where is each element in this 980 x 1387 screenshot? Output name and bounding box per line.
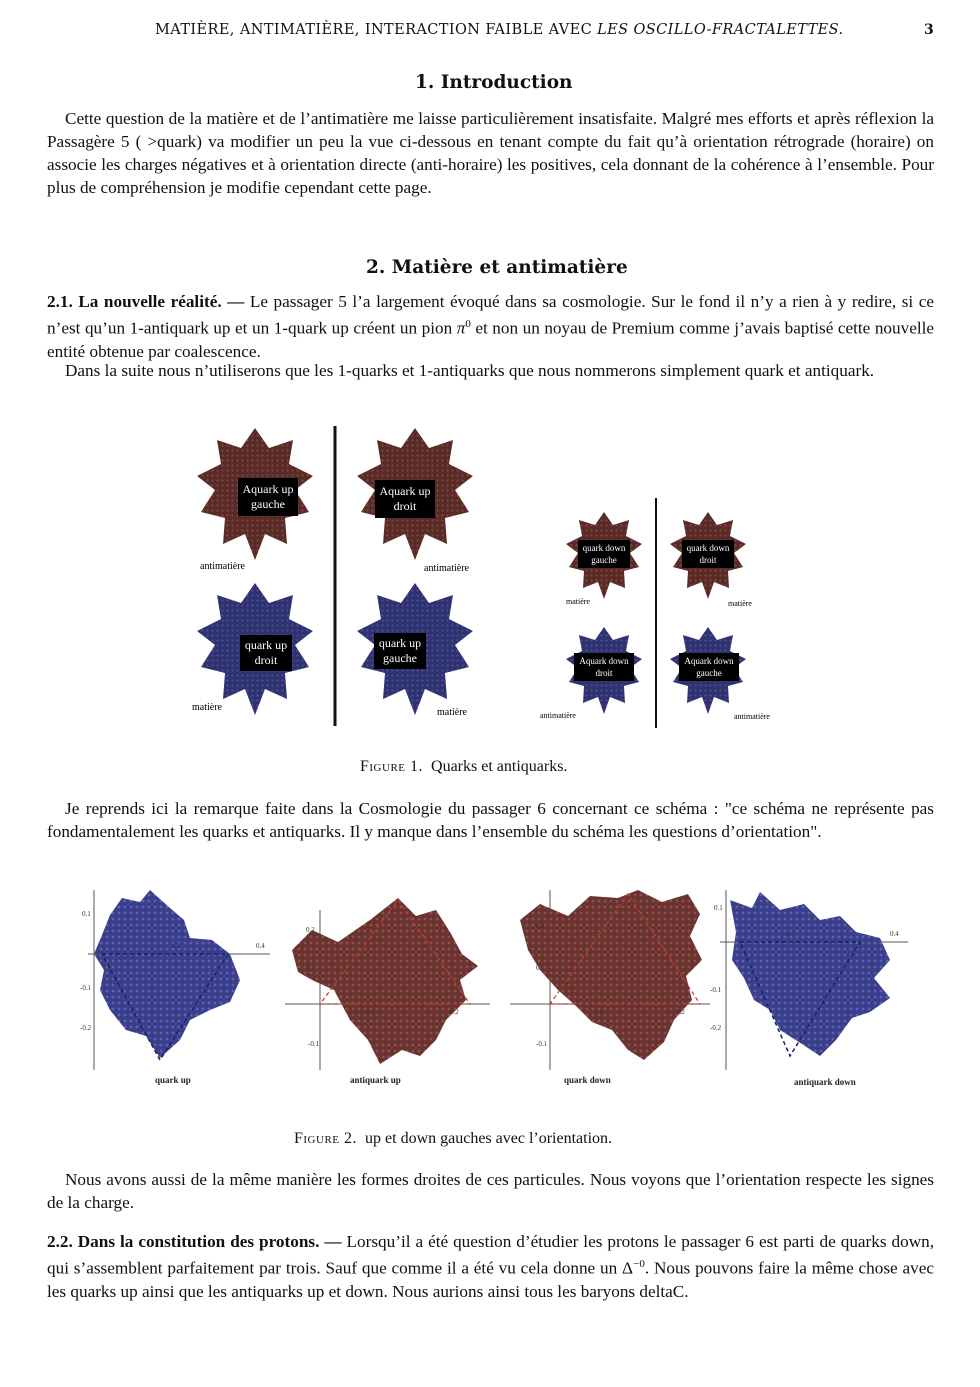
delta-symbol: Δ xyxy=(622,1258,634,1278)
side-label-matiere: matière xyxy=(728,599,752,608)
figure-1-caption xyxy=(360,758,567,776)
figure-1-caption-label: Figure 1. xyxy=(360,758,424,775)
subsection-2-2-heading: 2.2. Dans la constitution des protons. — xyxy=(47,1232,342,1251)
quark-down-fractal xyxy=(520,890,702,1060)
tick-label: 0.1 xyxy=(82,910,91,918)
tick-label: -0.2 xyxy=(710,1024,722,1032)
side-label-matiere: matière xyxy=(192,702,222,713)
subsection-2-1-heading: 2.1. La nouvelle réalité. — xyxy=(47,292,245,311)
fig2-label-antiquark-up: antiquark up xyxy=(350,1075,401,1085)
subsection-2-1-paragraph-2 xyxy=(47,359,934,382)
tick-label: -0.2 xyxy=(80,1024,92,1032)
label-quark-up-droit-2: droit xyxy=(254,653,278,667)
subsection-2-1-text-2: Dans la suite nous n’utiliserons que les 1-quarks et 1-antiquarks que nous nommerons simplement quark et antiquark. xyxy=(65,361,875,380)
subsection-2-1-text-b: et non un noyau de Premium comme j’avais baptisé cette nouvelle entité obtenue par coalescence. xyxy=(47,318,935,361)
tick-label: -0.1 xyxy=(308,1040,320,1048)
tick-label: -0.1 xyxy=(710,986,722,994)
tick-label: 0.1 xyxy=(536,964,545,972)
label-quark-down-droit-2: droit xyxy=(699,555,717,565)
fig2-label-quark-up: quark up xyxy=(155,1075,191,1085)
running-title: MATIÈRE, ANTIMATIÈRE, INTERACTION FAIBLE AVEC xyxy=(155,22,593,38)
fig2-label-antiquark-down: antiquark down xyxy=(794,1077,856,1087)
page-number: 3 xyxy=(924,22,934,38)
section-title-matiere: 2. Matière et antimatière xyxy=(366,257,628,278)
running-title-italic: LES OSCILLO-FRACTALETTES. xyxy=(597,22,844,38)
subsection-2-1-text-a: Le passager 5 l’a largement évoqué dans sa cosmologie. Sur le fond il n’y a rien à y redire, si ce n’est qu’un 1-antiquark up et un 1-quark up créent un pion xyxy=(47,292,934,338)
tick-label: 0.2 xyxy=(306,926,315,934)
tick-label: 0.2 xyxy=(676,1008,685,1016)
subsection-2-1-paragraph xyxy=(47,290,934,363)
fig2-panel-quark-up xyxy=(80,890,270,1085)
figure-2-caption xyxy=(294,1130,612,1148)
side-label-matiere: matière xyxy=(566,597,590,606)
section-title-introduction: 1. Introduction xyxy=(415,72,573,93)
side-label-antimatiere: antimatière xyxy=(734,712,770,721)
fig2-label-quark-down: quark down xyxy=(564,1075,611,1085)
tick-label: 0.4 xyxy=(890,930,899,938)
tick-label: 0.2 xyxy=(450,1008,459,1016)
label-quark-down-gauche-1: quark down xyxy=(582,543,626,553)
tick-label: 0.1 xyxy=(594,1008,603,1016)
tick-label: 0.1 xyxy=(306,964,315,972)
label-aquark-up-droit-2: droit xyxy=(393,499,417,513)
tick-label: -0.1 xyxy=(536,1040,548,1048)
pi-symbol: π xyxy=(456,318,466,338)
figure-1-image xyxy=(170,418,790,738)
figure-2-image xyxy=(80,880,910,1095)
figure-1-caption-text: Quarks et antiquarks. xyxy=(431,758,568,775)
tick-label: 0.1 xyxy=(714,904,723,912)
quark-up-fractal xyxy=(94,890,240,1058)
pi-superscript: 0 xyxy=(465,318,471,330)
paragraph-after-figure-1 xyxy=(47,797,934,843)
paragraph-after-figure-1-text: Je reprends ici la remarque faite dans la Cosmologie du passager 6 concernant ce schéma : "ce schéma ne représente pas fondamentalement les quarks et antiquarks. Il y manque dans l’ensemble du schéma les questions d’orientation". xyxy=(47,799,934,841)
label-aquark-up-droit-1: Aquark up xyxy=(379,484,431,498)
figure-2-caption-label: Figure 2. xyxy=(294,1130,358,1147)
delta-superscript: −0 xyxy=(633,1258,645,1270)
subsection-2-2-text-b: . Nous pouvons faire la même chose avec les quarks up ainsi que les antiquarks up et down. Nous aurions ainsi tous les baryons deltaC. xyxy=(47,1258,934,1301)
label-quark-up-gauche-1: quark up xyxy=(378,636,422,650)
intro-paragraph xyxy=(47,107,934,199)
paragraph-after-figure-2-text: Nous avons aussi de la même manière les formes droites de ces particules. Nous voyons que l’orientation respecte les signes de la charge. xyxy=(47,1170,934,1212)
label-quark-up-droit-1: quark up xyxy=(244,638,288,652)
side-label-antimatiere: antimatière xyxy=(424,563,469,574)
label-aquark-up-gauche-2: gauche xyxy=(251,497,285,511)
subsection-2-2-paragraph xyxy=(47,1230,934,1303)
fig2-panel-antiquark-up xyxy=(285,898,490,1085)
side-label-matiere: matière xyxy=(437,707,467,718)
label-aquark-up-gauche-1: Aquark up xyxy=(242,482,294,496)
label-aquark-down-gauche-1: Aquark down xyxy=(684,656,734,666)
running-header xyxy=(155,22,843,38)
label-quark-up-gauche-2: gauche xyxy=(383,651,417,665)
tick-label: -0.1 xyxy=(80,984,92,992)
label-aquark-down-droit-1: Aquark down xyxy=(579,656,629,666)
tick-label: 0.1 xyxy=(366,1008,375,1016)
intro-text: Cette question de la matière et de l’antimatière me laisse particulièrement insatisfaite. Malgré mes efforts et après réflexion la Passagère 5 ( >quark) va modifier un peu la vue ci-dessous en tenant compte du fait qu’à orientation rétrograde (horaire) on associe les charges négatives et à orientation directe (anti-horaire) les positives, cela donnant de la cohérence à l’ensemble. Pour plus de compréhension je modifie cependant cette page. xyxy=(47,109,934,197)
tick-label: 0.2 xyxy=(536,922,545,930)
tick-label: 0.2 xyxy=(786,930,795,938)
label-aquark-down-droit-2: droit xyxy=(595,668,613,678)
fig2-panel-antiquark-down xyxy=(710,890,908,1087)
figure-2-caption-text: up et down gauches avec l’orientation. xyxy=(365,1130,613,1147)
tick-label: 0.4 xyxy=(256,942,265,950)
label-quark-down-gauche-2: gauche xyxy=(591,555,617,565)
side-label-antimatiere: antimatière xyxy=(200,561,245,572)
subsection-2-2-text-a: Lorsqu’il a été question d’étudier les protons le passager 6 est parti de quarks down, qui s’assemblent parfaitement par trois. Sauf que comme il a été vu cela donne un xyxy=(47,1232,935,1278)
label-quark-down-droit-1: quark down xyxy=(686,543,730,553)
paragraph-after-figure-2 xyxy=(47,1168,934,1214)
side-label-antimatiere: antimatière xyxy=(540,711,576,720)
label-aquark-down-gauche-2: gauche xyxy=(696,668,722,678)
fig2-panel-quark-down xyxy=(510,890,710,1085)
tick-label: 0.2 xyxy=(172,942,181,950)
